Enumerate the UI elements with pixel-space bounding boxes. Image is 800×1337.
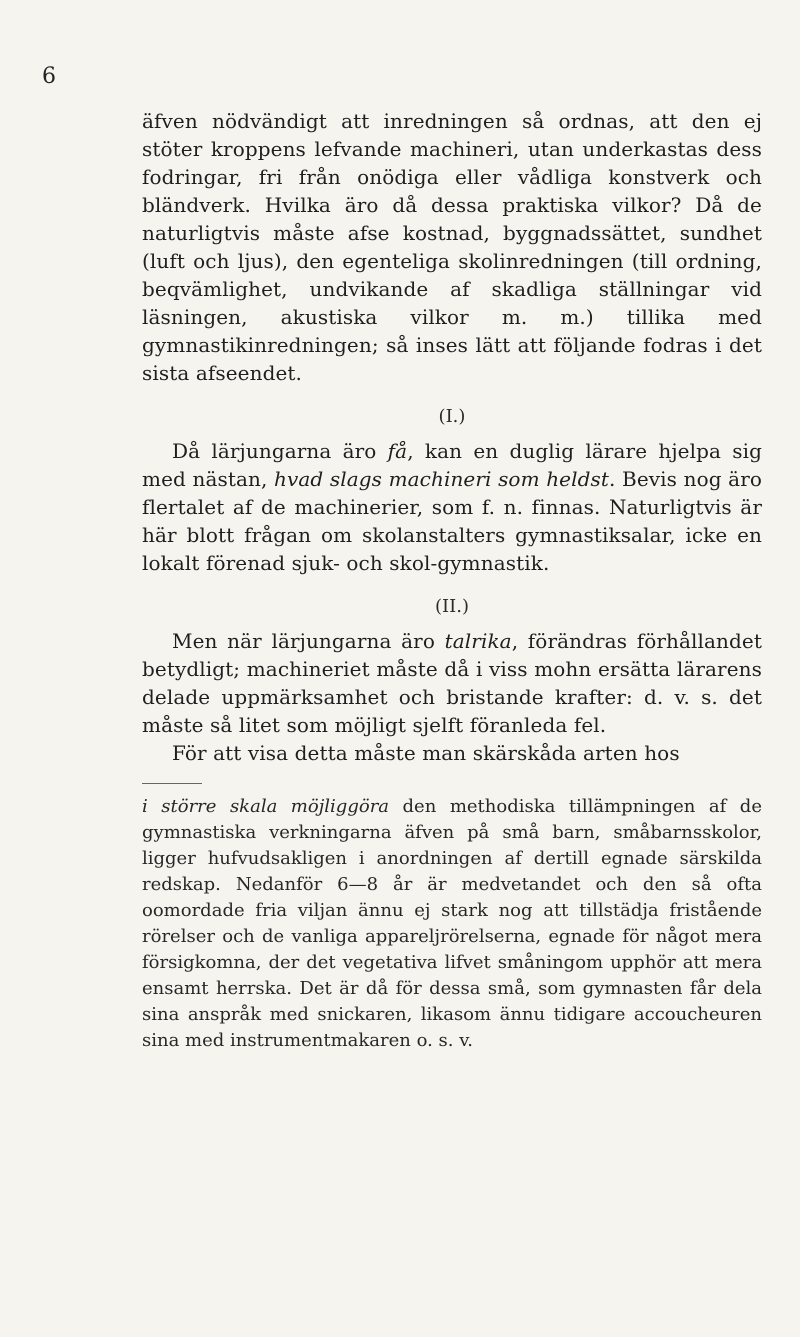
paragraph-2 xyxy=(142,437,762,577)
paragraph-2-start: Då lärjungarna äro xyxy=(172,439,388,463)
page-content xyxy=(142,107,762,1054)
footnote-text: den methodiska tillämpningen af de gymnastiska verkningarna äfven på små barn, småbarnsskolor, ligger hufvudsakligen i anordningen af dertill egnade särskilda redskap. Nedanför 6—8 år är medvetandet och den så ofta oomordade fria viljan ännu ej stark nog att tillstädja fristående rörelser och de vanliga appareljrörelserna, egnade för något mera försigkomna, der det vegetativa lifvet småningom upphör att mera ensamt herrska. Det är då för dessa små, som gymnasten får dela sina anspråk med snickaren, likasom ännu tidigare accoucheuren sina med instrumentmakaren o. s. v. xyxy=(142,796,762,1051)
paragraph-3 xyxy=(142,627,762,739)
paragraph-4: För att visa detta måste man skärskåda arten hos xyxy=(172,741,680,765)
paragraph-3-italic: talrika xyxy=(444,629,512,653)
footnote xyxy=(142,794,762,1054)
footnote-italic: i större skala möjliggöra xyxy=(142,796,390,817)
paragraph-2-end: . Bevis nog äro flertalet af de machinerier, som f. n. finnas. Naturligtvis är här blott frågan om skolanstalters gymnastiksalar, icke en lokalt förenad sjuk- och skol-gymnastik. xyxy=(142,467,763,575)
paragraph-3-end: , förändras förhållandet betydligt; machineriet måste då i viss mohn ersätta lärarens delade uppmärksamhet och bristande krafter: d. v. s. det måste så litet som möjligt sjelft föranleda fel. xyxy=(142,629,762,737)
paragraph-1: äfven nödvändigt att inredningen så ordnas, att den ej stöter kroppens lefvande machineri, utan underkastas dess fodringar, fri från onödiga eller vådliga konstverk och bländverk. Hvilka äro då dessa praktiska vilkor? Då de naturligtvis måste afse kostnad, byggnadssättet, sundhet (luft och ljus), den egenteliga skolinredningen (till ordning, beqvämlighet, undvikande af skadliga ställningar vid läsningen, akustiska vilkor m. m.) tillika med gymnastikinredningen; så inses lätt att följande fodras i det sista afseendet. xyxy=(142,109,762,385)
paragraph-3-start: Men när lärjungarna äro xyxy=(172,629,445,653)
paragraph-2-middle: , kan en duglig lärare hjelpa sig med nästan, xyxy=(142,439,762,491)
section-marker-2: (II.) xyxy=(435,596,469,617)
section-marker-1: (I.) xyxy=(438,406,466,427)
paragraph-2-italic-1: få xyxy=(387,439,408,463)
footnote-separator xyxy=(142,783,202,784)
paragraph-2-italic-2: hvad slags machineri som heldst xyxy=(274,467,610,491)
page-number: 6 xyxy=(42,64,56,89)
